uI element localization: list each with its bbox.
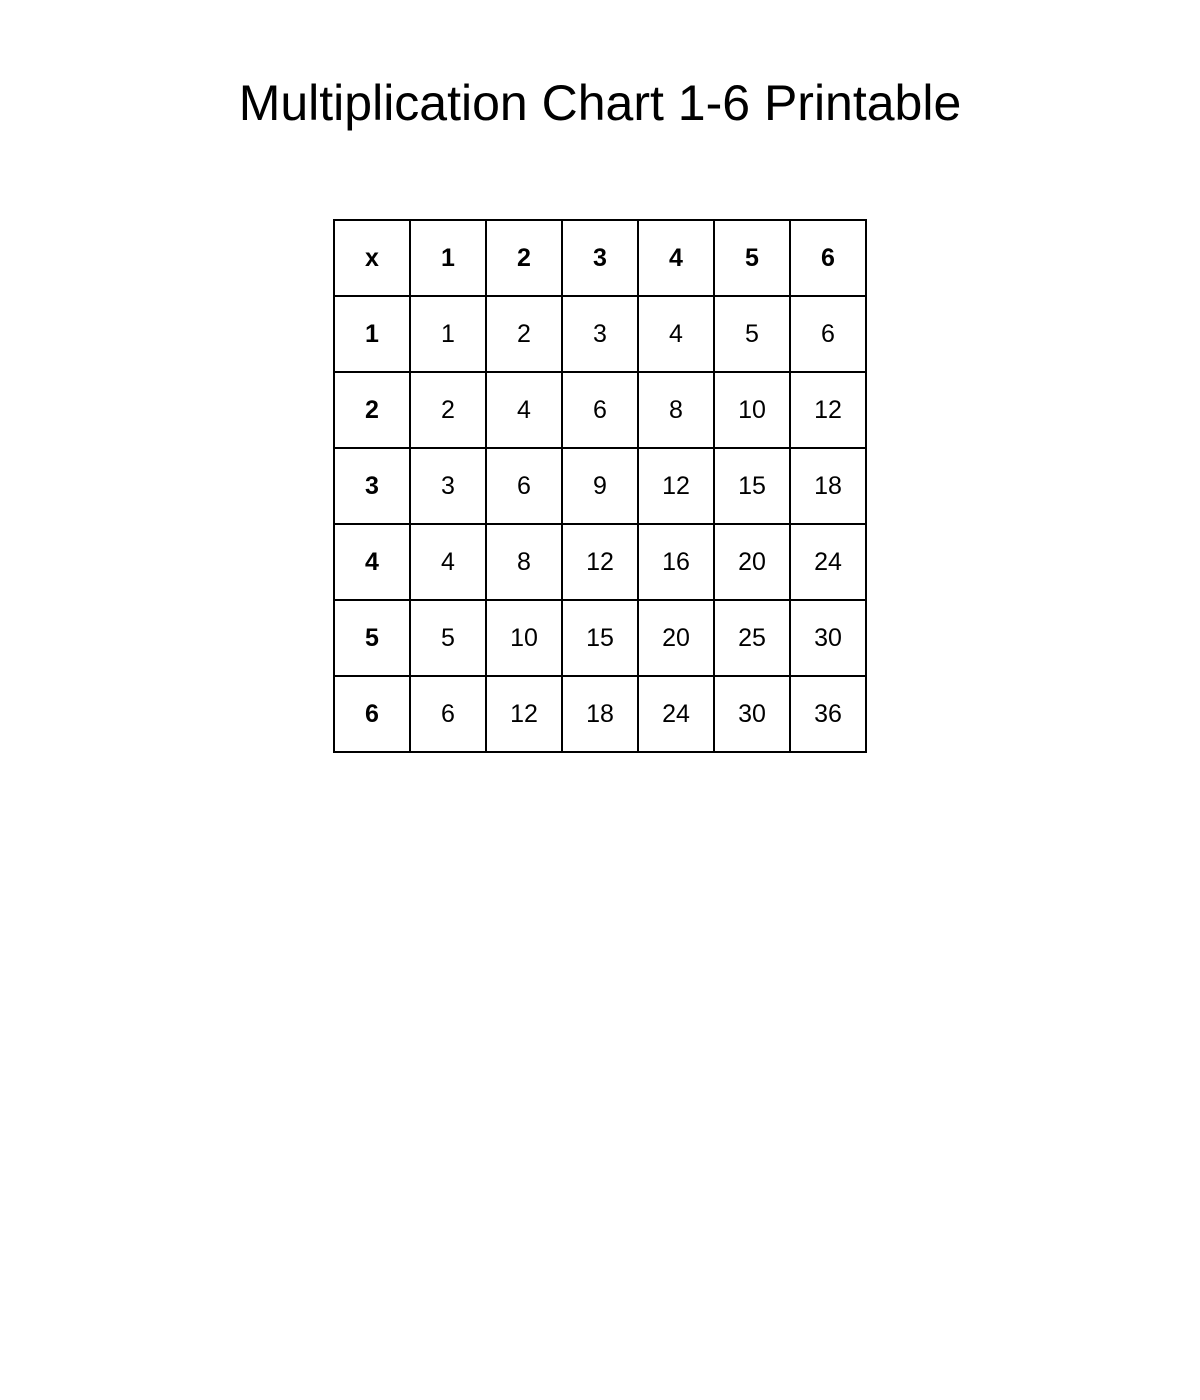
table-row xyxy=(334,600,866,676)
table-cell: 5 xyxy=(410,600,486,676)
table-row xyxy=(334,524,866,600)
column-header: 1 xyxy=(410,220,486,296)
table-cell: 15 xyxy=(714,448,790,524)
table-cell: 6 xyxy=(410,676,486,752)
row-header: 5 xyxy=(334,600,410,676)
table-cell: 3 xyxy=(410,448,486,524)
table-cell: 3 xyxy=(562,296,638,372)
table-cell: 16 xyxy=(638,524,714,600)
table-cell: 4 xyxy=(410,524,486,600)
table-row xyxy=(334,676,866,752)
table-cell: 12 xyxy=(562,524,638,600)
row-header: 6 xyxy=(334,676,410,752)
column-header: 3 xyxy=(562,220,638,296)
row-header: 1 xyxy=(334,296,410,372)
column-header: 4 xyxy=(638,220,714,296)
row-header: 2 xyxy=(334,372,410,448)
table-cell: 20 xyxy=(638,600,714,676)
corner-cell: x xyxy=(334,220,410,296)
table-cell: 30 xyxy=(790,600,866,676)
table-cell: 4 xyxy=(638,296,714,372)
row-header: 4 xyxy=(334,524,410,600)
column-header: 2 xyxy=(486,220,562,296)
table-cell: 2 xyxy=(486,296,562,372)
table-cell: 25 xyxy=(714,600,790,676)
table-row xyxy=(334,448,866,524)
multiplication-table xyxy=(333,219,867,753)
table-cell: 18 xyxy=(562,676,638,752)
table-row xyxy=(334,372,866,448)
table-cell: 12 xyxy=(638,448,714,524)
table-cell: 8 xyxy=(638,372,714,448)
table-cell: 12 xyxy=(790,372,866,448)
table-cell: 6 xyxy=(562,372,638,448)
table-cell: 18 xyxy=(790,448,866,524)
table-cell: 36 xyxy=(790,676,866,752)
table-cell: 10 xyxy=(486,600,562,676)
table-cell: 6 xyxy=(486,448,562,524)
table-cell: 12 xyxy=(486,676,562,752)
table-cell: 9 xyxy=(562,448,638,524)
column-header: 6 xyxy=(790,220,866,296)
table-cell: 4 xyxy=(486,372,562,448)
table-cell: 2 xyxy=(410,372,486,448)
table-cell: 5 xyxy=(714,296,790,372)
table-cell: 10 xyxy=(714,372,790,448)
column-header: 5 xyxy=(714,220,790,296)
page-title: Multiplication Chart 1-6 Printable xyxy=(238,75,962,131)
table-cell: 15 xyxy=(562,600,638,676)
header-row xyxy=(334,220,866,296)
table-row xyxy=(334,296,866,372)
table-cell: 24 xyxy=(638,676,714,752)
table-cell: 8 xyxy=(486,524,562,600)
table-cell: 6 xyxy=(790,296,866,372)
table-cell: 30 xyxy=(714,676,790,752)
row-header: 3 xyxy=(334,448,410,524)
table-cell: 24 xyxy=(790,524,866,600)
table-cell: 1 xyxy=(410,296,486,372)
table-cell: 20 xyxy=(714,524,790,600)
